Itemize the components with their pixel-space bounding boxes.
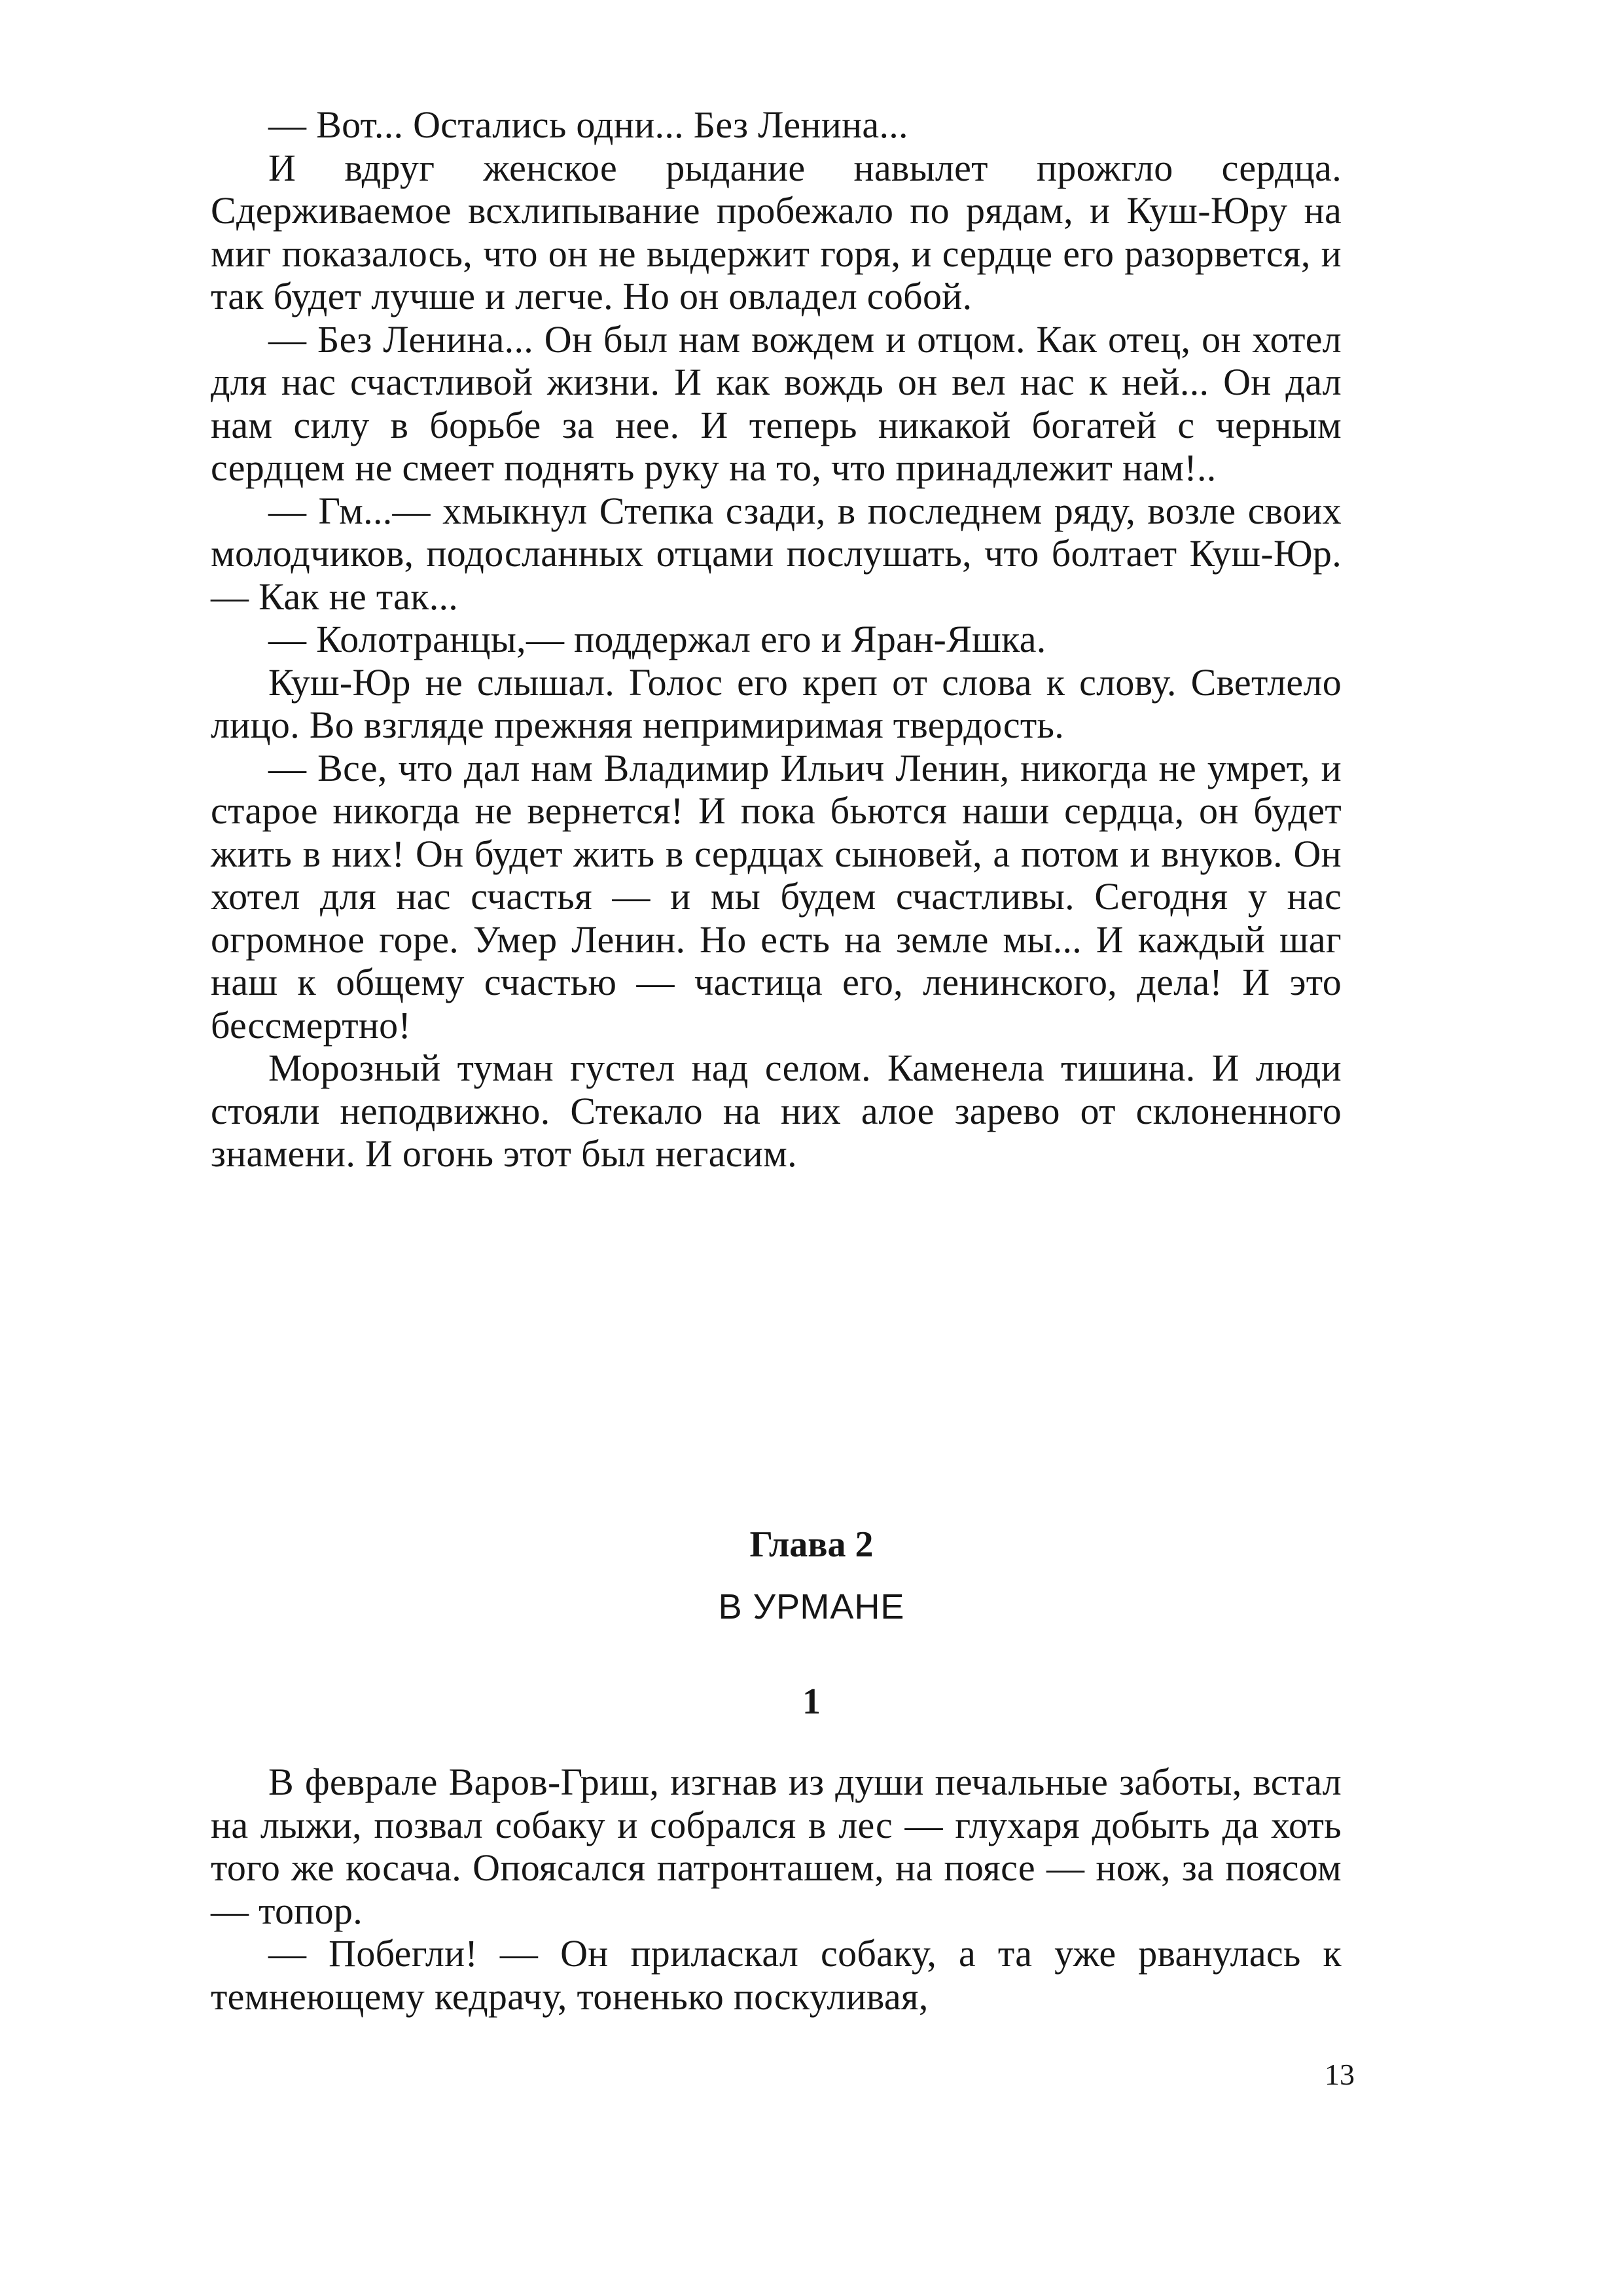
paragraph: — Вот... Остались одни... Без Ленина... xyxy=(268,103,908,146)
paragraph: В феврале Варов-Гриш, изгнав из души печальные заботы, встал на лыжи, позвал собаку и собрался в лес — глухаря добыть да хоть того же косача. Опоясался патронташем, на поясе — нож, за поясом — топор. xyxy=(211,1761,1342,1932)
body-text-bottom xyxy=(211,1761,1342,2018)
chapter-number: Глава 2 xyxy=(749,1524,874,1565)
paragraph: Куш-Юр не слышал. Голос его креп от слова к слову. Светлело лицо. Во взгляде прежняя непримиримая твердость. xyxy=(211,660,1342,746)
paragraph: — Побегли! — Он приласкал собаку, а та уже рванулась к темнеющему кедрачу, тоненько поскуливая, xyxy=(211,1932,1342,2018)
paragraph: — Без Ленина... Он был нам вождем и отцом. Как отец, он хотел для нас счастливой жизни. И как вождь он вел нас к ней... Он дал нам силу в борьбе за нее. И теперь никакой богатей с черным сердцем не смеет поднять руку на то, что принадлежит нам!.. xyxy=(211,317,1342,489)
chapter-title: В УРМАНЕ xyxy=(718,1587,905,1626)
section-number: 1 xyxy=(802,1681,821,1722)
paragraph: И вдруг женское рыдание навылет прожгло сердца. Сдерживаемое всхлипывание пробежало по рядам, и Куш-Юру на миг показалось, что он не выдержит горя, и сердце его разорвется, и так будет лучше и легче. Но он овладел собой. xyxy=(211,146,1342,317)
paragraph: — Все, что дал нам Владимир Ильич Ленин, никогда не умрет, и старое никогда не вернется! И пока бьются наши сердца, он будет жить в них! Он будет жить в сердцах сыновей, а потом и внуков. Он хотел для нас счастья — и мы будем счастливы. Сегодня у нас огромное горе. Умер Ленин. Но есть на земле мы... И каждый шаг наш к общему счастью — частица его, ленинского, дела! И это бессмертно! xyxy=(211,746,1342,1047)
paragraph: — Колотранцы,— поддержал его и Яран-Яшка. xyxy=(268,618,1046,660)
page-number: 13 xyxy=(1325,2058,1355,2091)
paragraph: Морозный туман густел над селом. Каменела тишина. И люди стояли неподвижно. Стекало на них алое зарево от склоненного знамени. И огонь этот был негасим. xyxy=(211,1047,1342,1175)
body-text-top xyxy=(211,103,1342,1175)
paragraph: — Гм...— хмыкнул Степка сзади, в последнем ряду, возле своих молодчиков, подосланных отцами послушать, что болтает Куш-Юр.— Как не так... xyxy=(211,489,1342,618)
